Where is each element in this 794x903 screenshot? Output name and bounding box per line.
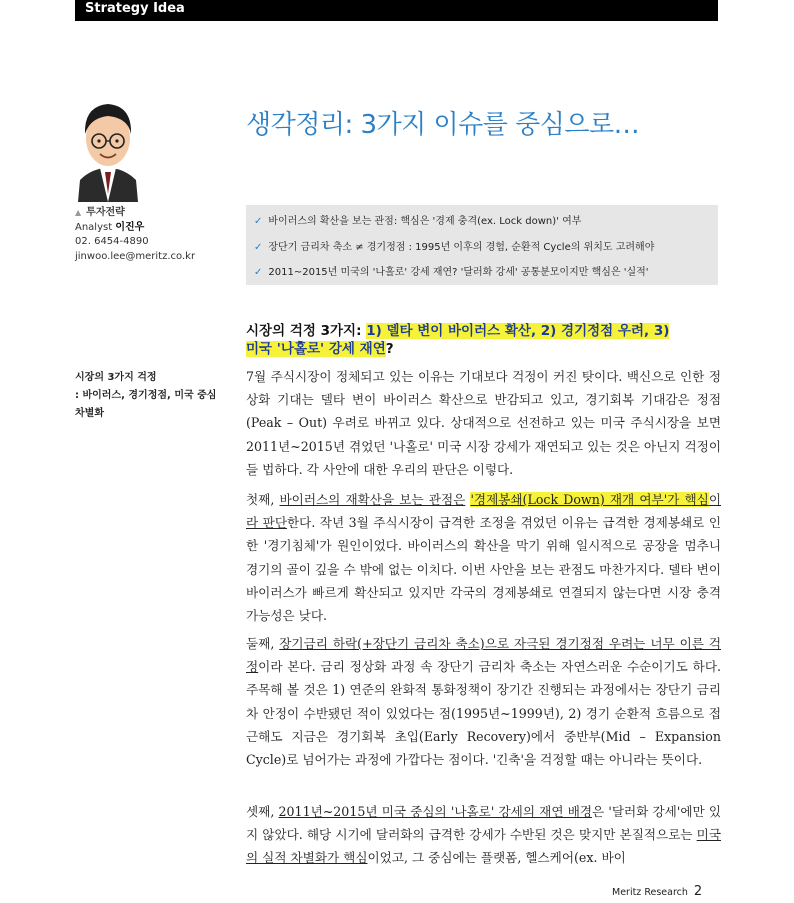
summary-box (246, 205, 718, 285)
summary-item (254, 212, 581, 227)
heading-highlight: 미국 '나홀로' 강세 재연 (246, 341, 386, 357)
sidebar-note (75, 369, 216, 423)
summary-text: 바이러스의 확산을 보는 관점: 핵심은 '경제 충격(ex. Lock down)' 여부 (268, 216, 582, 227)
para-text: 이었고, 그 중심에는 플랫폼, 헬스케어(ex. 바이 (367, 850, 626, 866)
underlined-text: 2011년~2015년 미국 중심의 '나홀로' 강세의 재연 배경 (278, 804, 593, 819)
dept-line (75, 206, 195, 221)
analyst-avatar (72, 96, 144, 202)
heading-end: ? (385, 341, 394, 357)
sidebar-line: 차별화 (75, 408, 104, 419)
analyst-email[interactable]: jinwoo.lee@meritz.co.kr (75, 250, 196, 262)
analyst-info (75, 206, 195, 264)
sidebar-line: 시장의 3가지 걱정 (75, 372, 157, 383)
summary-text: 장단기 금리차 축소 ≠ 경기정점 : 1995년 이후의 경험, 순환적 Cycle의 위치도 고려해야 (268, 242, 655, 253)
para-text: 셋째, (246, 804, 279, 819)
check-icon: ✓ (254, 242, 263, 253)
underlined-text: 장기금리 하락(+장단기 금리차 축소)으로 자극된 경기정점 우려는 너무 이른 걱정 (246, 636, 721, 675)
para-text: 한다. 작년 3월 주식시장이 급격한 조정을 겪었던 이유는 급격한 경제봉쇄로 인한 '경기침체'가 원인이었다. 바이러스의 확산을 막기 위해 일시적으로 공장을 멈추니 경기의 골이 깊을 수 밖에 없는 이치다. 이번 사안을 보는 관점도 마찬가지다. 델타 변이 바이러스가 빠르게 확산되고 있지만 각국의 경제봉쇄로 연결되지 않는다면 시장 충격 가능성은 낮다. (246, 515, 721, 624)
footer-brand: Meritz Research (612, 887, 688, 898)
heading-highlight: 1) 델타 변이 바이러스 확산, 2) 경기정점 우려, 3) (366, 323, 670, 339)
check-icon: ✓ (254, 216, 263, 227)
sidebar-line: : 바이러스, 경기정점, 미국 중심 (75, 390, 217, 401)
underlined-text: 이라 판단 (246, 492, 721, 531)
highlighted-text: '경제봉쇄(Lock Down) 재개 여부'가 핵심 (470, 492, 709, 507)
page-title: 생각정리: 3가지 이슈를 중심으로… (246, 110, 640, 140)
heading-lead: 시장의 걱정 3가지: (246, 323, 367, 339)
section-label: Strategy Idea (85, 1, 185, 16)
page-number: 2 (693, 884, 703, 899)
analyst-role: Analyst (75, 221, 113, 233)
paragraph-third (246, 800, 721, 870)
paragraph-second (246, 632, 721, 771)
para-text: 은 '달러화 강세'에만 있지 않았다. 해당 시기에 달러화의 급격한 강세가 수반된 것은 맞지만 본질적으로는 (246, 804, 721, 843)
summary-text: 2011~2015년 미국의 '나홀로' 강세 재연? '달러화 강세' 공통분모이지만 핵심은 '실적' (268, 267, 649, 278)
section-heading (246, 322, 721, 358)
para-text: 둘째, (246, 636, 280, 651)
para-text: 이라 본다. 금리 정상화 과정 속 장단기 금리차 축소는 자연스러운 수순이기도 하다. 주목해 볼 것은 1) 연준의 완화적 통화정책이 장기간 진행되는 과정에서는 장단기 금리차 안정이 수반됐던 적이 있었다는 점(1995년~1999년), 2) 경기 순환적 흐름으로 접근해도 지금은 경기회복 초입(Early Recovery)에서 중반부(Mid – Expansion Cycle)로 넘어가는 과정에 가깝다는 점이다. '긴축'을 걱정할 때는 아니라는 뜻이다. (246, 659, 721, 768)
header-bar (75, 0, 718, 21)
page-footer (612, 884, 702, 899)
check-icon: ✓ (254, 267, 263, 278)
analyst-name: 이진우 (115, 221, 145, 233)
analyst-dept: 투자전략 (86, 207, 125, 218)
triangle-icon: ▲ (75, 208, 82, 217)
name-line (75, 221, 195, 236)
summary-item (254, 263, 649, 278)
underlined-text: 바이러스의 재확산을 보는 관점은 (279, 492, 466, 507)
analyst-phone: 02. 6454-4890 (75, 236, 149, 247)
paragraph-first (246, 488, 721, 627)
summary-item (254, 238, 654, 253)
underlined-text: 미국의 실적 차별화가 핵심 (246, 827, 721, 866)
paragraph-intro: 7월 주식시장이 정체되고 있는 이유는 기대보다 걱정이 커진 탓이다. 백신으로 인한 정상화 기대는 델타 변이 바이러스 확산으로 반감되고 있고, 경기회복 기대감은 정점(Peak – Out) 우려로 바뀌고 있다. 상대적으로 선전하고 있는 미국 주식시장을 보면 2011년~2015년 겪었던 '나홀로' 미국 시장 강세가 재연되고 있는 것은 아닌지 걱정이 들 법하다. 각 사안에 대한 우리의 판단은 이렇다. (246, 369, 721, 477)
para-text: 첫째, (246, 492, 280, 507)
